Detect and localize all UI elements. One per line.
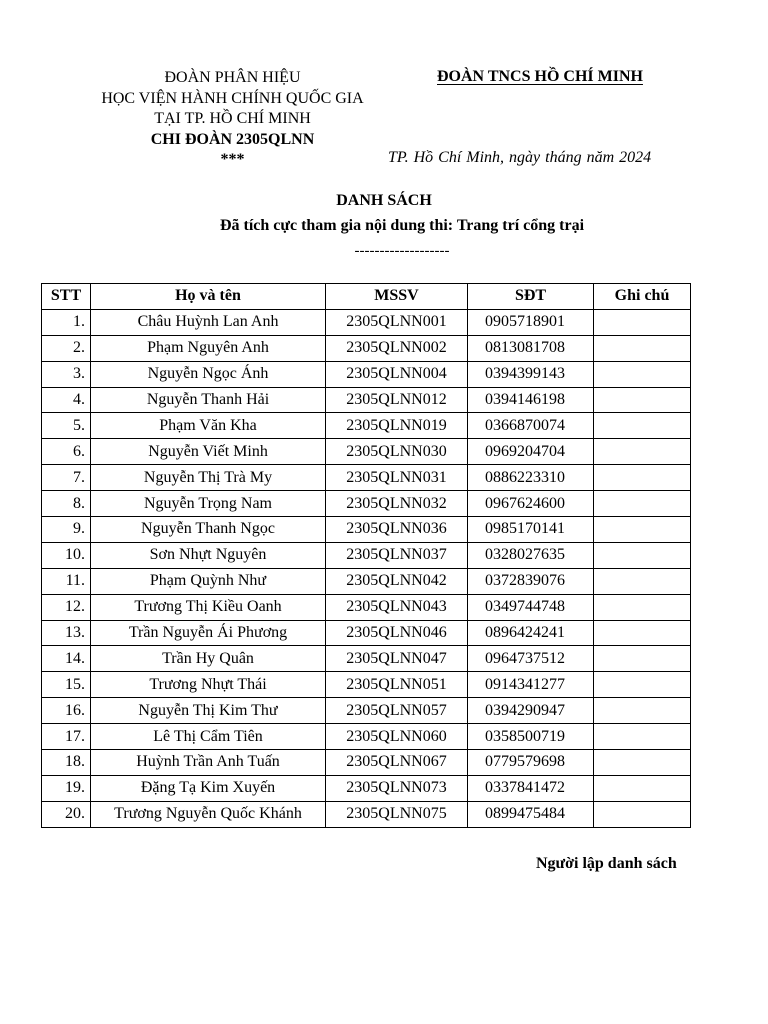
row-name-cell [91,439,326,465]
row-mssv-cell-text: 2305QLNN073 [346,779,447,797]
header-org-line-1: ĐOÀN PHÂN HIỆU [164,69,301,86]
row-mssv-cell-text: 2305QLNN019 [346,416,447,434]
row-name-cell [91,413,326,439]
row-name-cell [91,594,326,620]
row-mssv-cell-text: 2305QLNN036 [346,520,447,538]
row-name-cell-text: Trần Nguyễn Ái Phương [128,624,288,642]
table-row [42,775,691,801]
table-row [42,387,691,413]
row-sdt-cell [468,517,594,543]
row-note-cell [594,361,691,387]
row-mssv-cell-text: 2305QLNN001 [346,313,447,331]
row-mssv-cell-text: 2305QLNN004 [346,365,447,383]
row-sdt-cell [468,568,594,594]
row-mssv-cell-text: 2305QLNN032 [346,494,447,512]
table-row [42,517,691,543]
row-sdt-cell-text: 0394290947 [485,701,565,719]
row-name-cell [91,646,326,672]
row-name-cell [91,542,326,568]
row-note-cell [594,517,691,543]
row-note-cell [594,413,691,439]
row-note-cell [594,801,691,827]
row-mssv-cell [326,672,468,698]
row-name-cell-text: Trương Nguyễn Quốc Khánh [114,805,302,823]
header-sdt: SĐT [468,284,594,310]
row-sdt-cell-text: 0372839076 [485,572,565,590]
row-mssv-cell [326,413,468,439]
row-stt-cell-text: 10. [65,546,85,564]
row-sdt-cell-text: 0969204704 [485,442,565,460]
row-note-cell [594,724,691,750]
row-name-cell-text: Phạm Văn Kha [159,416,257,434]
row-sdt-cell-text: 0349744748 [485,598,565,616]
row-stt-cell-text: 17. [65,727,85,745]
row-mssv-cell [326,568,468,594]
row-stt-cell-text: 6. [73,442,85,460]
table-header-row [42,284,691,310]
row-sdt-cell [468,465,594,491]
row-stt-cell [42,594,91,620]
row-stt-cell-text: 18. [65,753,85,771]
row-name-cell [91,335,326,361]
row-mssv-cell [326,361,468,387]
row-name-cell [91,672,326,698]
row-sdt-cell [468,646,594,672]
row-stt-cell [42,387,91,413]
row-mssv-cell-text: 2305QLNN060 [346,727,447,745]
row-stt-cell-text: 11. [65,572,85,590]
row-stt-cell [42,491,91,517]
row-name-cell-text: Trương Nhựt Thái [149,675,267,693]
row-stt-cell-text: 4. [73,391,85,408]
row-stt-cell-text: 15. [65,675,85,693]
row-mssv-cell [326,439,468,465]
row-note-cell [594,465,691,491]
table-row [42,542,691,568]
row-sdt-cell [468,335,594,361]
row-sdt-cell-text: 0896424241 [485,624,565,642]
row-sdt-cell [468,620,594,646]
row-mssv-cell [326,335,468,361]
table-row [42,724,691,750]
row-sdt-cell-text: 0779579698 [485,753,565,771]
place-date-line: TP. Hồ Chí Minh, ngày tháng năm 2024 [388,149,652,166]
header-branch-name: CHI ĐOÀN 2305QLNN [150,130,315,148]
row-sdt-cell-text: 0358500719 [485,727,565,745]
row-name-cell [91,465,326,491]
table-row [42,309,691,335]
row-stt-cell [42,309,91,335]
row-stt-cell [42,801,91,827]
row-stt-cell-text: 7. [73,468,85,486]
row-stt-cell [42,672,91,698]
row-stt-cell [42,517,91,543]
row-stt-cell-text: 5. [73,416,85,434]
row-note-cell [594,594,691,620]
row-sdt-cell [468,542,594,568]
row-sdt-cell [468,387,594,413]
row-mssv-cell-text: 2305QLNN030 [346,442,447,460]
header-left-block [60,68,405,171]
row-sdt-cell-text: 0366870074 [485,416,565,434]
row-sdt-cell [468,309,594,335]
row-sdt-cell-text: 0813081708 [485,339,565,357]
row-sdt-cell-text: 0394146198 [485,391,565,408]
row-sdt-cell [468,801,594,827]
row-sdt-cell-text: 0899475484 [485,805,565,823]
row-name-cell [91,724,326,750]
row-mssv-cell-text: 2305QLNN051 [346,675,447,693]
row-stt-cell [42,361,91,387]
table-row [42,801,691,827]
row-mssv-cell [326,387,468,413]
row-name-cell-text: Trương Thị Kiều Oanh [134,598,282,616]
row-mssv-cell [326,646,468,672]
row-stt-cell [42,542,91,568]
row-stt-cell [42,335,91,361]
row-note-cell [594,672,691,698]
row-mssv-cell [326,542,468,568]
row-sdt-cell [468,775,594,801]
row-note-cell [594,750,691,776]
row-stt-cell [42,646,91,672]
row-note-cell [594,620,691,646]
row-name-cell-text: Huỳnh Trần Anh Tuấn [136,753,280,771]
row-stt-cell [42,775,91,801]
row-stt-cell [42,465,91,491]
row-note-cell [594,491,691,517]
row-mssv-cell-text: 2305QLNN012 [346,391,447,408]
table-row [42,335,691,361]
header-org-line-3: TẠI TP. HỒ CHÍ MINH [154,110,311,127]
header-stars: *** [220,151,245,168]
row-sdt-cell [468,594,594,620]
row-sdt-cell-text: 0964737512 [485,649,565,667]
row-mssv-cell [326,724,468,750]
row-note-cell [594,775,691,801]
header-note: Ghi chú [594,284,691,310]
row-stt-cell-text: 2. [73,339,85,357]
row-name-cell-text: Phạm Quỳnh Như [149,572,267,590]
document-title: DANH SÁCH [336,192,432,209]
row-sdt-cell [468,750,594,776]
row-mssv-cell [326,491,468,517]
header-right-org: ĐOÀN TNCS HỒ CHÍ MINH [437,68,643,85]
row-mssv-cell-text: 2305QLNN037 [346,546,447,564]
row-mssv-cell [326,775,468,801]
row-note-cell [594,542,691,568]
row-stt-cell-text: 3. [73,365,85,383]
row-mssv-cell [326,620,468,646]
header-stt: STT [42,284,91,310]
row-sdt-cell [468,361,594,387]
row-sdt-cell [468,724,594,750]
row-mssv-cell-text: 2305QLNN002 [346,339,447,357]
row-name-cell [91,698,326,724]
row-stt-cell-text: 14. [65,649,85,667]
row-note-cell [594,646,691,672]
row-name-cell [91,750,326,776]
row-note-cell [594,698,691,724]
row-name-cell-text: Nguyễn Thanh Hải [146,391,270,408]
row-name-cell [91,361,326,387]
row-stt-cell [42,439,91,465]
student-list-table [41,283,691,828]
row-mssv-cell-text: 2305QLNN031 [346,468,447,486]
row-name-cell-text: Đặng Tạ Kim Xuyến [140,779,276,797]
row-stt-cell [42,750,91,776]
table-row [42,413,691,439]
row-name-cell [91,309,326,335]
row-mssv-cell [326,801,468,827]
row-mssv-cell-text: 2305QLNN042 [346,572,447,590]
row-stt-cell [42,413,91,439]
row-name-cell-text: Nguyễn Thị Trà My [143,468,273,486]
row-mssv-cell [326,750,468,776]
row-note-cell [594,439,691,465]
row-name-cell-text: Phạm Nguyên Anh [147,339,269,357]
row-mssv-cell [326,698,468,724]
row-note-cell [594,335,691,361]
document-subtitle: Đã tích cực tham gia nội dung thi: Trang trí cổng trại [219,217,585,234]
table-row [42,439,691,465]
row-mssv-cell-text: 2305QLNN046 [346,624,447,642]
table-body [42,309,691,827]
table-row [42,646,691,672]
row-sdt-cell [468,698,594,724]
row-mssv-cell-text: 2305QLNN075 [346,805,447,823]
row-stt-cell-text: 20. [65,805,85,823]
row-stt-cell [42,620,91,646]
row-sdt-cell-text: 0905718901 [485,313,565,331]
row-name-cell-text: Nguyễn Thanh Ngọc [141,520,275,538]
table-row [42,361,691,387]
row-mssv-cell [326,594,468,620]
table-row [42,698,691,724]
row-stt-cell-text: 19. [65,779,85,797]
row-name-cell-text: Lê Thị Cẩm Tiên [153,727,263,745]
row-sdt-cell [468,672,594,698]
row-mssv-cell-text: 2305QLNN047 [346,649,447,667]
table-row [42,568,691,594]
row-name-cell-text: Nguyễn Viết Minh [148,442,268,460]
row-sdt-cell-text: 0337841472 [485,779,565,797]
row-name-cell-text: Châu Huỳnh Lan Anh [137,313,279,331]
row-stt-cell-text: 13. [65,624,85,642]
table-row [42,491,691,517]
row-sdt-cell [468,491,594,517]
signer-label: Người lập danh sách [536,855,677,872]
row-stt-cell-text: 9. [73,520,85,538]
title-separator: ------------------- [354,243,450,259]
row-name-cell-text: Nguyễn Thị Kim Thư [138,701,278,719]
table-row [42,620,691,646]
row-mssv-cell-text: 2305QLNN043 [346,598,447,616]
row-stt-cell [42,698,91,724]
row-mssv-cell [326,517,468,543]
row-name-cell [91,387,326,413]
table-row [42,594,691,620]
row-name-cell-text: Nguyễn Ngọc Ánh [147,365,269,383]
row-note-cell [594,387,691,413]
row-mssv-cell [326,309,468,335]
header-mssv: MSSV [326,284,468,310]
row-sdt-cell-text: 0985170141 [485,520,565,538]
row-stt-cell-text: 12. [65,598,85,616]
row-sdt-cell-text: 0328027635 [485,546,565,564]
row-name-cell-text: Sơn Nhựt Nguyên [149,546,267,564]
table-row [42,672,691,698]
row-name-cell [91,801,326,827]
row-stt-cell-text: 16. [65,701,85,719]
table-row [42,750,691,776]
row-name-cell-text: Trần Hy Quân [162,649,254,667]
row-mssv-cell-text: 2305QLNN067 [346,753,447,771]
header-name: Họ và tên [91,284,326,310]
row-stt-cell-text: 1. [73,313,85,331]
row-stt-cell [42,724,91,750]
row-note-cell [594,568,691,594]
header-org-line-2: HỌC VIỆN HÀNH CHÍNH QUỐC GIA [101,89,364,107]
row-name-cell [91,568,326,594]
row-stt-cell-text: 8. [73,494,85,512]
table-row [42,465,691,491]
row-sdt-cell [468,439,594,465]
row-name-cell [91,517,326,543]
row-sdt-cell-text: 0967624600 [485,494,565,512]
row-sdt-cell-text: 0394399143 [485,365,565,383]
row-mssv-cell-text: 2305QLNN057 [346,701,447,719]
row-sdt-cell-text: 0886223310 [485,468,565,486]
row-mssv-cell [326,465,468,491]
row-name-cell [91,620,326,646]
row-name-cell [91,775,326,801]
row-stt-cell [42,568,91,594]
row-sdt-cell-text: 0914341277 [485,675,565,693]
row-note-cell [594,309,691,335]
row-sdt-cell [468,413,594,439]
row-name-cell-text: Nguyễn Trọng Nam [143,494,272,512]
row-name-cell [91,491,326,517]
